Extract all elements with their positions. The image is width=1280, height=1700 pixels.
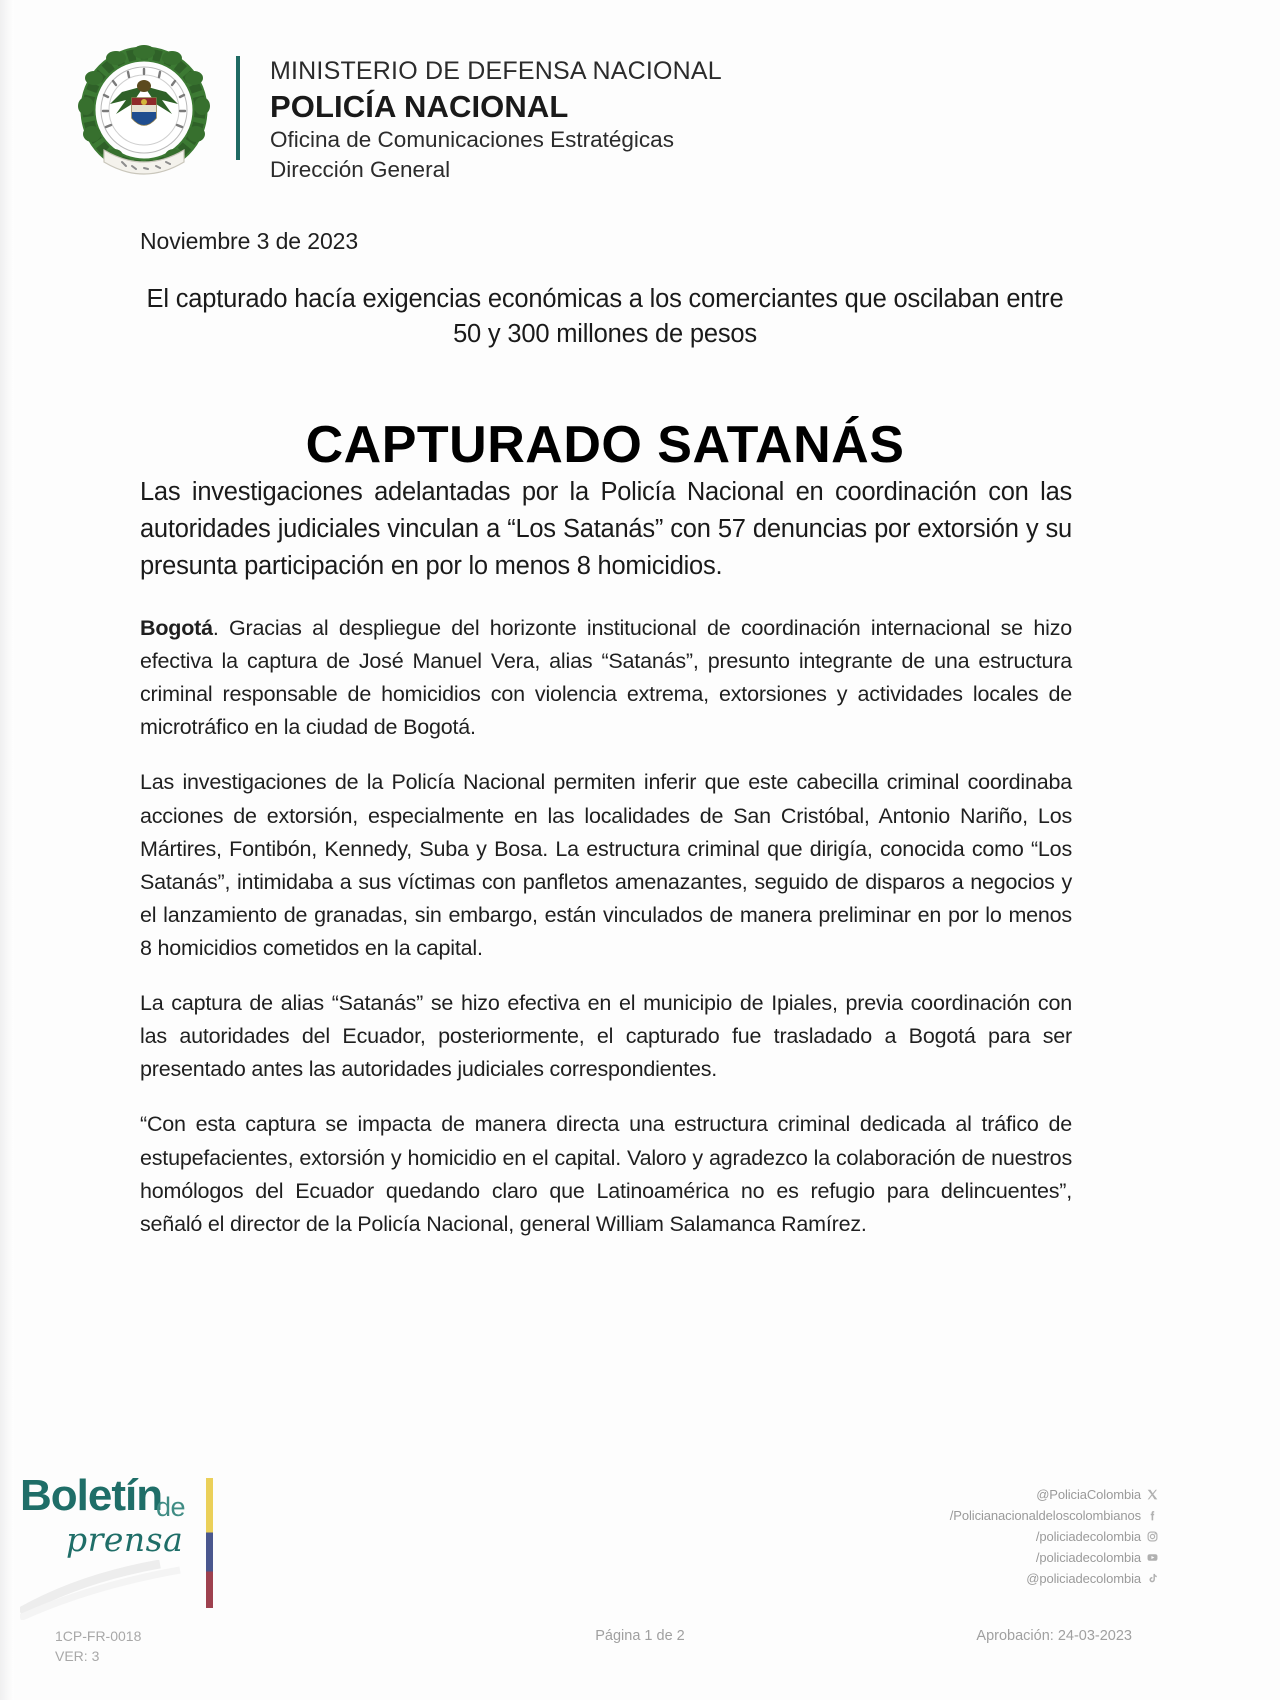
escudo-policia-nacional-colombia-icon [70, 42, 218, 194]
facebook-icon [1147, 1510, 1158, 1521]
paragraph-investigaciones: Las investigaciones de la Policía Nacional permiten inferir que este cabecilla criminal coordinaba acciones de extorsión, especialmente en las localidades de San Cristóbal, Antonio Nariño, Los Mártires, Fontibón, Kennedy, Suba y Bosa. La estructura criminal que dirigía, conocida como “Los Satanás”, intimidaba a sus víctimas con panfletos amenazantes, seguido de disparos a negocios y el lanzamiento de granadas, sin embargo, están vinculados de manera preliminar en por lo menos 8 homicidios cometidos en la capital. [140, 770, 1072, 960]
paragraph-quote: “Con esta captura se impacta de manera directa una estructura criminal dedicada al tráfico de estupefacientes, extorsión y homicidio en el capital. Valoro y agradezco la colaboración de nuestros homólogos del Ecuador quedando claro que Latinoamérica no es refugio para delincuentes”, señaló el director de la Policía Nacional, general William Salamanca Ramírez. [140, 1112, 1072, 1236]
approval-date: Aprobación: 24-03-2023 [976, 1628, 1132, 1644]
social-handle: /policiadecolombia [1035, 1529, 1141, 1545]
social-row[interactable] [950, 1505, 1158, 1526]
scan-edge-artifact [0, 0, 14, 1700]
page-number: Página 1 de 2 [595, 1628, 685, 1644]
page-title: CAPTURADO SATANÁS [305, 415, 905, 474]
boletin-prensa-word: prensa [66, 1520, 184, 1559]
social-handles-block [950, 1484, 1158, 1589]
institution-name: POLICÍA NACIONAL [270, 88, 569, 124]
tiktok-icon [1147, 1573, 1158, 1584]
youtube-icon [1147, 1552, 1158, 1563]
document-code: 1CP-FR-0018 [55, 1628, 142, 1644]
boletin-de-word: de [156, 1492, 186, 1522]
ministry-name: MINISTERIO DE DEFENSA NACIONAL [270, 57, 722, 85]
social-row[interactable] [950, 1484, 1158, 1505]
social-row[interactable] [950, 1526, 1158, 1547]
paragraph-text: . Gracias al despliegue del horizonte institucional de coordinación internacional se hizo efectiva la captura de José Manuel Vera, alias “Satanás”, presunto integrante de una estructura criminal responsable de homicidios con violencia extrema, extorsiones y actividades locales de microtráfico en la ciudad de Bogotá. [140, 616, 1072, 740]
document-footer-bar [0, 1626, 1280, 1686]
instagram-icon [1147, 1531, 1158, 1542]
paragraph-captura: La captura de alias “Satanás” se hizo efectiva en el municipio de Ipiales, previa coordinación con las autoridades del Ecuador, posteriormente, el capturado fue trasladado a Bogotá para ser presentado antes las autoridades judiciales correspondientes. [140, 991, 1072, 1082]
header-vertical-divider [236, 56, 240, 160]
social-handle: @policiadecolombia [1026, 1571, 1141, 1587]
header-text-block [270, 42, 722, 184]
boletin-word: Boletín [20, 1471, 163, 1520]
colombia-flag-bar [206, 1478, 213, 1608]
social-handle: @PoliciaColombia [1036, 1487, 1141, 1502]
division-name: Dirección General [270, 156, 451, 182]
twitter-x-icon [1147, 1489, 1158, 1500]
social-handle: /policiadecolombia [1035, 1550, 1141, 1566]
paragraph-bogota [140, 612, 1072, 744]
lede-paragraph: Las investigaciones adelantadas por la Policía Nacional en coordinación con las autoridades judiciales vinculan a “Los Satanás” con 57 denuncias por extorsión y su presunta participación en por lo menos 8 homicidios. [140, 478, 1072, 581]
social-row[interactable] [950, 1568, 1158, 1589]
body-copy [140, 612, 1072, 1241]
social-row[interactable] [950, 1547, 1158, 1568]
kicker-subtitle: El capturado hacía exigencias económicas a los comerciantes que oscilaban entre 50 y 300 millones de pesos [146, 285, 1064, 349]
document-header [70, 42, 722, 194]
office-name: Oficina de Comunicaciones Estratégicas [270, 127, 674, 153]
social-handle: /Policianacionaldeloscolombianos [949, 1508, 1141, 1524]
dateline: Bogotá [140, 616, 213, 640]
publication-date: Noviembre 3 de 2023 [140, 228, 359, 254]
document-version: VER: 3 [55, 1648, 100, 1665]
